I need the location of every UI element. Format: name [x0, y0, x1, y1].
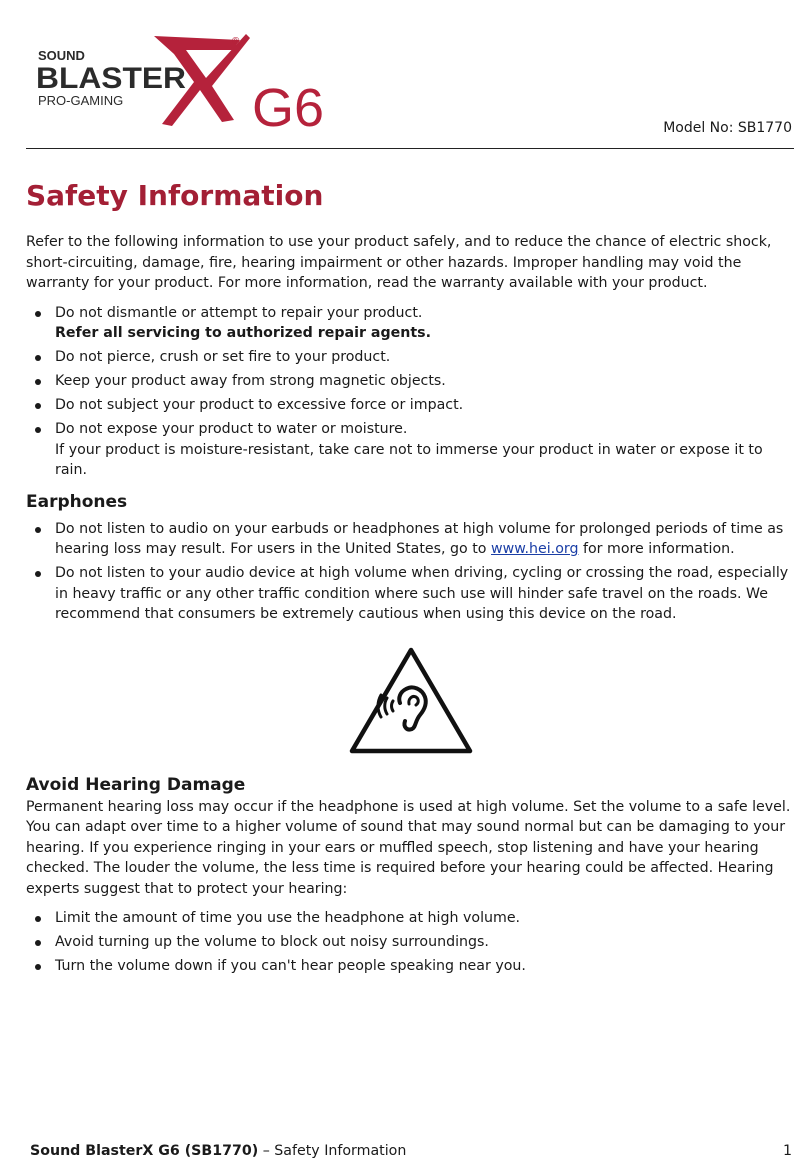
- list-item-text: Do not dismantle or attempt to repair your product.: [55, 304, 423, 321]
- bullet-icon: [35, 403, 41, 409]
- page-title: Safety Information: [26, 179, 324, 212]
- list-item: [26, 303, 796, 344]
- sound-blasterx-g6-logo: [36, 30, 326, 134]
- footer-doc-title: [30, 1143, 406, 1159]
- hearing-warning: [26, 647, 796, 755]
- list-item-text: Turn the volume down if you can't hear people speaking near you.: [55, 958, 526, 974]
- list-item-emphasis: Refer all servicing to authorized repair agents.: [55, 325, 431, 341]
- list-item: [26, 347, 796, 368]
- list-item-text: Do not subject your product to excessive force or impact.: [55, 397, 464, 413]
- list-item-text: Do not listen to audio on your earbuds or headphones at high volume for prolonged periods of time as hearing loss may result. For users in the United States, go to: [55, 520, 784, 557]
- bullet-icon: [35, 355, 41, 361]
- hei-org-link[interactable]: www.hei.org: [491, 541, 579, 557]
- list-item-subtext: If your product is moisture-resistant, take care not to immerse your product in water or expose it to rain.: [55, 441, 763, 478]
- logo-pro-gaming-text: PRO-GAMING: [38, 93, 124, 108]
- list-item: [26, 519, 796, 560]
- logo-blaster-text: BLASTER: [36, 62, 187, 95]
- list-item: [26, 395, 796, 416]
- footer-section: – Safety Information: [258, 1143, 407, 1159]
- intro-paragraph: Refer to the following information to use your product safely, and to reduce the chance of electric shock, short-circuiting, damage, fire, hearing impairment or other hazards. Improper handling may void the warranty for your product. For more information, read the warranty available with your product.: [26, 234, 772, 291]
- list-item-text: Limit the amount of time you use the headphone at high volume.: [55, 910, 521, 926]
- earphones-heading: Earphones: [26, 491, 128, 512]
- logo-g6-text: G6: [252, 78, 325, 134]
- list-item: [26, 371, 796, 392]
- bullet-icon: [35, 916, 41, 922]
- bullet-icon: [35, 311, 41, 317]
- bullet-icon: [35, 527, 41, 533]
- list-item-text-end: for more information.: [578, 541, 735, 557]
- list-item: [26, 419, 796, 481]
- list-item: [26, 908, 796, 929]
- hearing-warning-triangle-icon: [349, 647, 473, 755]
- logo-sound-text: SOUND: [38, 48, 85, 63]
- list-item-text: Do not pierce, crush or set fire to your product.: [55, 349, 391, 365]
- list-item-text: Do not expose your product to water or moisture.: [55, 421, 408, 437]
- bullet-icon: [35, 964, 41, 970]
- page-footer: [30, 1143, 792, 1159]
- page-number: 1: [782, 1143, 792, 1159]
- header-divider: [26, 148, 794, 149]
- bullet-icon: [35, 379, 41, 385]
- avoid-hearing-heading: Avoid Hearing Damage: [26, 774, 246, 795]
- avoid-hearing-list: [26, 908, 796, 977]
- list-item-text: Do not listen to your audio device at high volume when driving, cycling or crossing the road, especially in heavy traffic or any other traffic condition where such use will hinder safe travel on the roads. We recommend that consumers be extremely cautious when using this device on the road.: [55, 565, 789, 622]
- logo-registered-mark: ®: [232, 36, 240, 47]
- list-item-text: Avoid turning up the volume to block out noisy surroundings.: [55, 934, 489, 950]
- earphones-list: [26, 519, 796, 625]
- bullet-icon: [35, 940, 41, 946]
- avoid-hearing-paragraph: Permanent hearing loss may occur if the headphone is used at high volume. Set the volume to a safe level. You can adapt over time to a higher volume of sound that may sound normal but can be damaging to your hearing. If you experience ringing in your ears or muffled speech, stop listening and have your hearing checked. The louder the volume, the less time is required before your hearing could be affected. Hearing experts suggest that to protect your hearing:: [26, 798, 791, 897]
- list-item: [26, 563, 796, 625]
- main-content: [26, 176, 796, 980]
- list-item-text: Keep your product away from strong magnetic objects.: [55, 373, 446, 389]
- model-number: Model No: SB1770: [663, 120, 792, 136]
- bullet-icon: [35, 571, 41, 577]
- bullet-icon: [35, 427, 41, 433]
- list-item: [26, 932, 796, 953]
- safety-list: [26, 303, 796, 481]
- list-item: [26, 956, 796, 977]
- footer-doc-name: Sound BlasterX G6 (SB1770): [30, 1143, 259, 1159]
- logo-graphic: [36, 30, 326, 134]
